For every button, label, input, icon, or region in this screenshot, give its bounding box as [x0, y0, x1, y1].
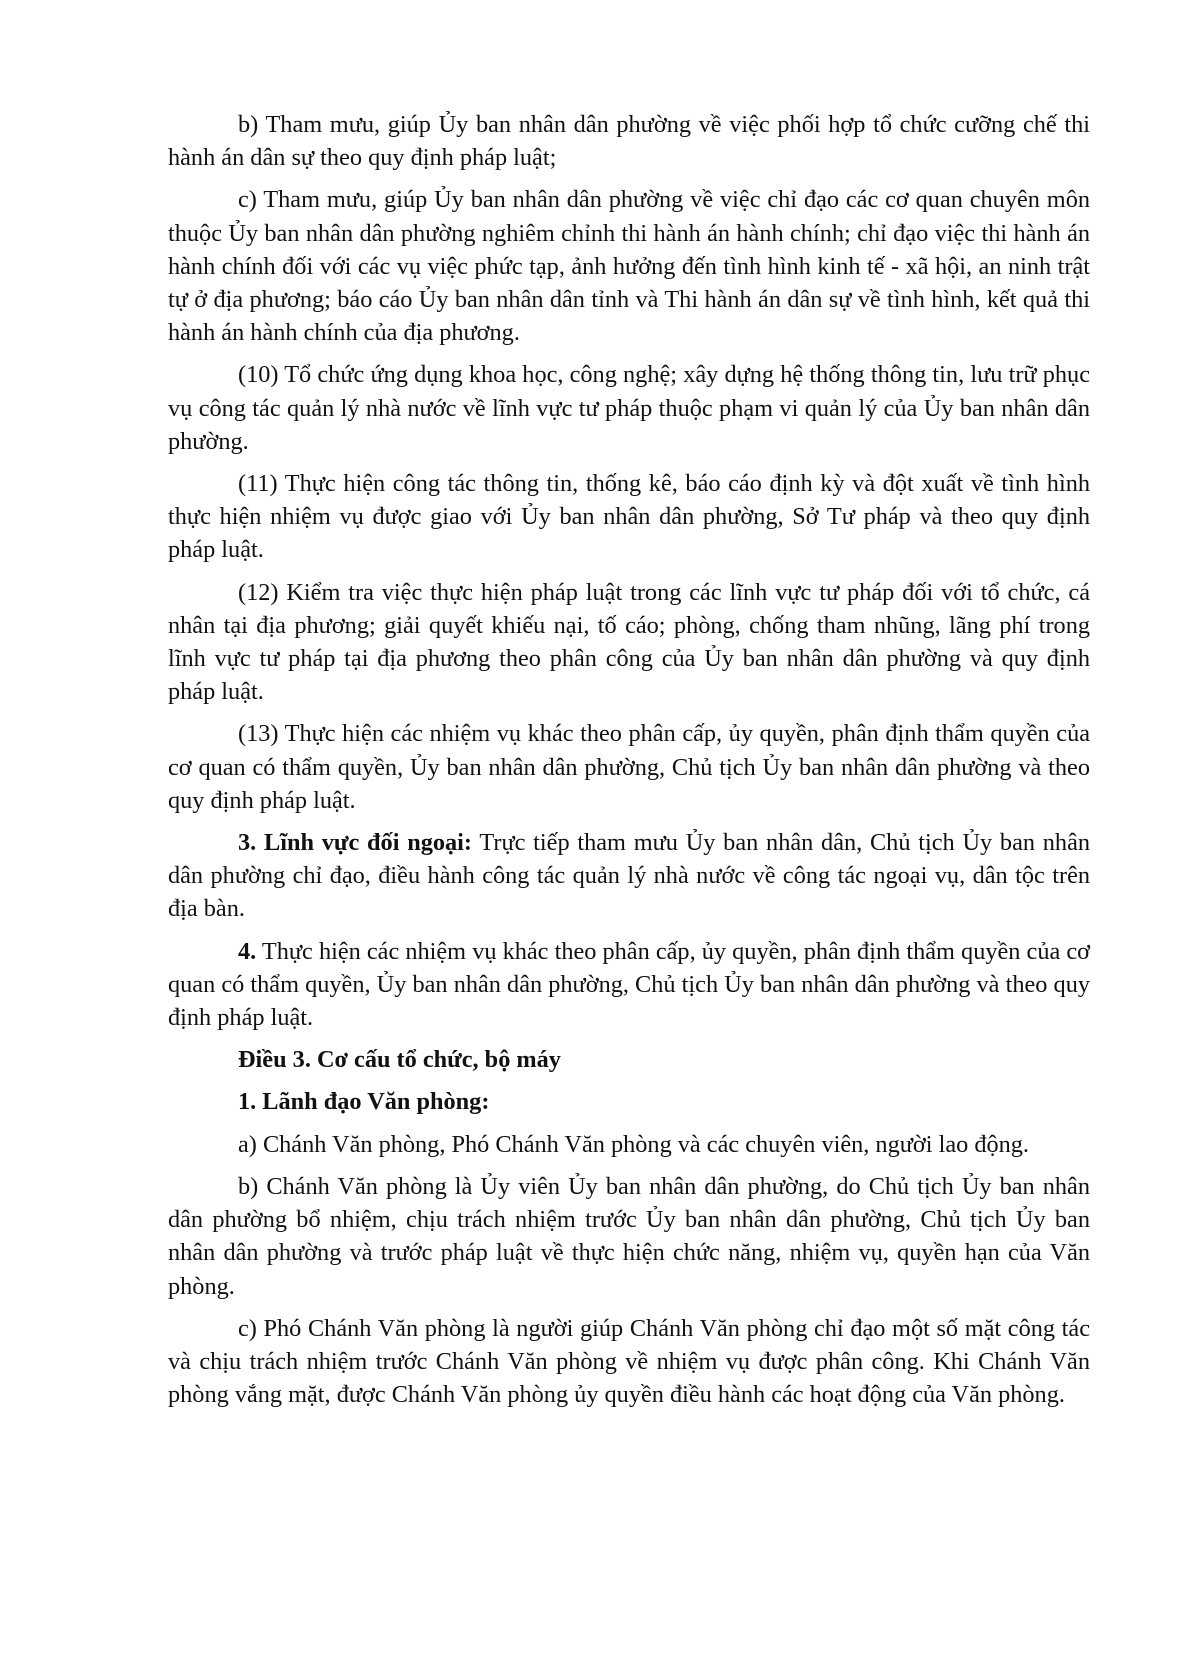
article-3-item-c: c) Phó Chánh Văn phòng là người giúp Chánh Văn phòng chỉ đạo một số mặt công tác và chịu trách nhiệm trước Chánh Văn phòng về nhiệm vụ được phân công. Khi Chánh Văn phòng vắng mặt, được Chánh Văn phòng ủy quyền điều hành các hoạt động của Văn phòng.	[168, 1314, 1090, 1409]
document-page	[168, 108, 1090, 1420]
article-3-item-a: a) Chánh Văn phòng, Phó Chánh Văn phòng và các chuyên viên, người lao động.	[238, 1130, 1030, 1158]
section-4-label: 4.	[238, 937, 257, 965]
section-3-text: Trực tiếp tham mưu Ủy ban nhân dân, Chủ tịch Ủy ban nhân dân phường chỉ đạo, điều hành công tác quản lý nhà nước về công tác ngoại vụ, dân tộc trên địa bàn.	[168, 829, 1091, 923]
paragraph-item-13: (13) Thực hiện các nhiệm vụ khác theo phân cấp, ủy quyền, phân định thẩm quyền của cơ quan có thẩm quyền, Ủy ban nhân dân phường, Chủ tịch Ủy ban nhân dân phường và theo quy định pháp luật.	[168, 720, 1090, 814]
section-4-other-tasks	[168, 935, 1090, 1035]
section-4-text: Thực hiện các nhiệm vụ khác theo phân cấp, ủy quyền, phân định thẩm quyền của cơ quan có thẩm quyền, Ủy ban nhân dân phường, Chủ tịch Ủy ban nhân dân phường và theo quy định pháp luật.	[168, 937, 1090, 1032]
section-3-label: 3. Lĩnh vực đối ngoại:	[238, 829, 473, 857]
section-3-foreign-affairs	[168, 826, 1090, 926]
article-3-item-b: b) Chánh Văn phòng là Ủy viên Ủy ban nhân dân phường, do Chủ tịch Ủy ban nhân dân phường bổ nhiệm, chịu trách nhiệm trước Ủy ban nhân dân phường, Chủ tịch Ủy ban nhân dân phường và trước pháp luật về thực hiện chức năng, nhiệm vụ, quyền hạn của Văn phòng.	[168, 1172, 1090, 1300]
article-3-subheading: 1. Lãnh đạo Văn phòng:	[238, 1088, 490, 1116]
paragraph-c-admin-enforcement: c) Tham mưu, giúp Ủy ban nhân dân phường về việc chỉ đạo các cơ quan chuyên môn thuộc Ủy ban nhân dân phường nghiêm chỉnh thi hành án hành chính; chỉ đạo việc thi hành án hành chính đối với các vụ việc phức tạp, ảnh hưởng đến tình hình kinh tế - xã hội, an ninh trật tự ở địa phương; báo cáo Ủy ban nhân dân tỉnh và Thi hành án dân sự về tình hình, kết quả thi hành án hành chính của địa phương.	[168, 186, 1090, 347]
paragraph-item-10: (10) Tổ chức ứng dụng khoa học, công nghệ; xây dựng hệ thống thông tin, lưu trữ phục vụ công tác quản lý nhà nước về lĩnh vực tư pháp thuộc phạm vi quản lý của Ủy ban nhân dân phường.	[168, 361, 1090, 455]
paragraph-b-civil-enforcement: b) Tham mưu, giúp Ủy ban nhân dân phường về việc phối hợp tổ chức cưỡng chế thi hành án dân sự theo quy định pháp luật;	[168, 111, 1090, 172]
article-3-title: Điều 3. Cơ cấu tổ chức, bộ máy	[238, 1046, 561, 1074]
paragraph-item-12: (12) Kiểm tra việc thực hiện pháp luật trong các lĩnh vực tư pháp đối với tổ chức, cá nhân tại địa phương; giải quyết khiếu nại, tố cáo; phòng, chống tham nhũng, lãng phí trong lĩnh vực tư pháp tại địa phương theo phân công của Ủy ban nhân dân phường và quy định pháp luật.	[168, 578, 1090, 706]
paragraph-item-11: (11) Thực hiện công tác thông tin, thống kê, báo cáo định kỳ và đột xuất về tình hình thực hiện nhiệm vụ được giao với Ủy ban nhân dân phường, Sở Tư pháp và theo quy định pháp luật.	[168, 470, 1090, 564]
